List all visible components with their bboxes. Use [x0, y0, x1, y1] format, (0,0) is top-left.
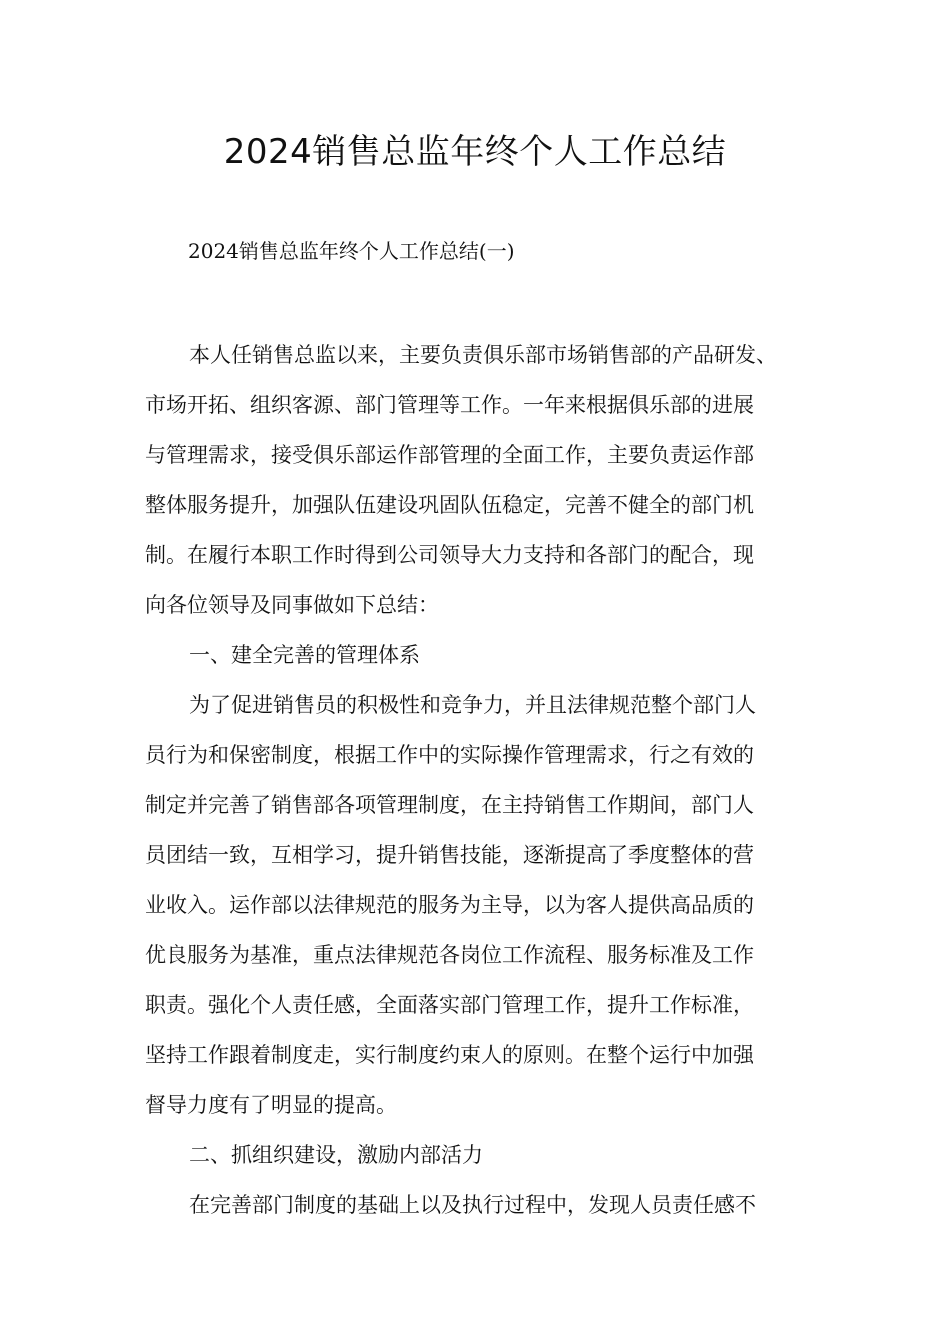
body-line: 坚持工作跟着制度走，实行制度约束人的原则。在整个运行中加强	[145, 1043, 754, 1067]
document-title: 2024销售总监年终个人工作总结	[223, 132, 727, 172]
section-heading: 二、抓组织建设，激励内部活力	[189, 1143, 483, 1167]
body-line: 职责。强化个人责任感，全面落实部门管理工作，提升工作标准，	[145, 993, 754, 1017]
body-line: 市场开拓、组织客源、部门管理等工作。一年来根据俱乐部的进展	[145, 393, 754, 417]
body-line: 业收入。运作部以法律规范的服务为主导，以为客人提供高品质的	[145, 893, 754, 917]
body-line: 与管理需求，接受俱乐部运作部管理的全面工作，主要负责运作部	[145, 443, 754, 467]
body-line: 优良服务为基准，重点法律规范各岗位工作流程、服务标准及工作	[145, 943, 754, 967]
body-line: 员行为和保密制度，根据工作中的实际操作管理需求，行之有效的	[145, 743, 754, 767]
body-line: 在完善部门制度的基础上以及执行过程中，发现人员责任感不	[189, 1193, 756, 1217]
document-body	[145, 330, 825, 1230]
body-line: 督导力度有了明显的提高。	[145, 1093, 397, 1117]
document-subtitle: 2024销售总监年终个人工作总结(一)	[188, 239, 515, 263]
body-line: 员团结一致，互相学习，提升销售技能，逐渐提高了季度整体的营	[145, 843, 754, 867]
body-line: 整体服务提升，加强队伍建设巩固队伍稳定，完善不健全的部门机	[145, 493, 754, 517]
body-line: 本人任销售总监以来，主要负责俱乐部市场销售部的产品研发、	[189, 343, 777, 367]
body-line: 向各位领导及同事做如下总结：	[145, 593, 439, 617]
section-heading: 一、建全完善的管理体系	[189, 643, 420, 667]
body-line: 制定并完善了销售部各项管理制度，在主持销售工作期间，部门人	[145, 793, 754, 817]
body-line: 为了促进销售员的积极性和竞争力，并且法律规范整个部门人	[189, 693, 756, 717]
body-line: 制。在履行本职工作时得到公司领导大力支持和各部门的配合，现	[145, 543, 754, 567]
